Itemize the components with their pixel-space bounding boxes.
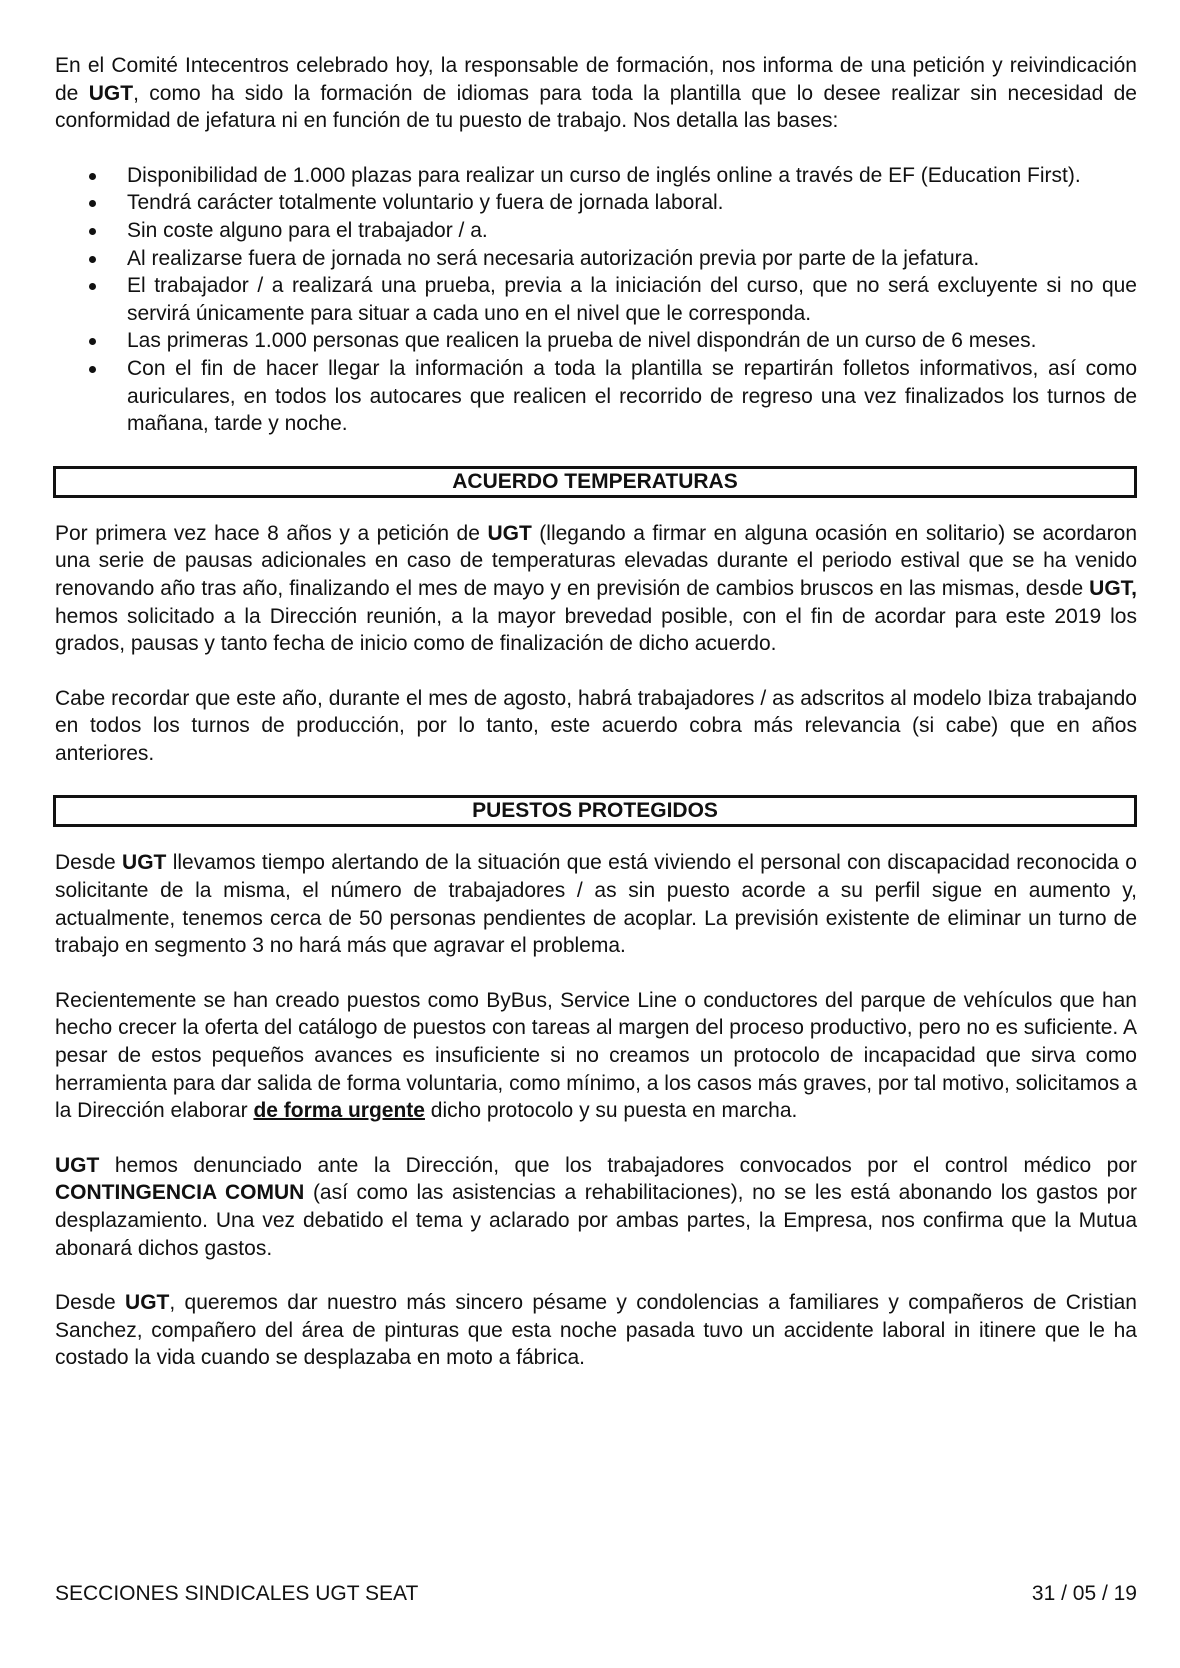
temperaturas-paragraph-1 — [55, 520, 1137, 658]
text: (así como las asistencias a rehabilitaciones), no se les está abonando los gastos por desplazamiento. Una vez debatido el tema y aclarado por ambas partes, la Empresa, nos confirma que la Mutua abonará dichos gastos. — [55, 1181, 1137, 1260]
document-page — [55, 52, 1137, 1372]
text: llevamos tiempo alertando de la situación que está viviendo el personal con discapacidad reconocida o solicitante de la misma, el número de trabajadores / as sin puesto acorde a su perfil sigue en aumento y, actualmente, tenemos cerca de 50 personas pendientes de acoplar. La previsión existente de eliminar un turno de trabajo en segmento 3 no hará más que agravar el problema. — [55, 851, 1137, 958]
intro-text-cont: , como ha sido la formación de idiomas para toda la plantilla que lo desee realizar sin necesidad de conformidad de jefatura ni en función de tu puesto de trabajo. Nos detalla las bases: — [55, 81, 1137, 133]
ugt-bold: UGT — [55, 1153, 100, 1177]
list-item-text: Tendrá carácter totalmente voluntario y fuera de jornada laboral. — [127, 191, 724, 215]
intro-text: En el Comité Intecentros celebrado hoy, la responsable de formación, nos informa de una petición y reivindicación de — [55, 54, 1137, 105]
spacer — [55, 960, 1137, 987]
spacer — [55, 767, 1137, 795]
list-item-text: Al realizarse fuera de jornada no será necesaria autorización previa por parte de la jefatura. — [127, 246, 980, 270]
text: Recientemente se han creado puestos como ByBus, Service Line o conductores del parque de vehículos que han hecho crecer la oferta del catálogo de puestos con tareas al margen del proceso productivo, pero no es suficiente. A pesar de estos pequeños avances es insuficiente si no creamos un protocolo de incapacidad que sirva como herramienta para dar salida de forma voluntaria, como mínimo, a los casos más graves, por tal motivo, solicitamos a la Dirección elaborar — [55, 988, 1137, 1123]
text: (llegando a firmar en alguna ocasión en solitario) se acordaron una serie de pausas adicionales en caso de temperaturas elevadas durante el periodo estival que se ha venido renovando año tras año, finalizando el mes de mayo y en previsión de cambios bruscos en las mismas, desde — [55, 521, 1138, 600]
list-item — [55, 355, 1137, 438]
text: Desde — [55, 851, 123, 875]
list-item-text: Las primeras 1.000 personas que realicen la prueba de nivel dispondrán de un curso de 6 meses. — [127, 329, 1037, 353]
bullet-icon — [89, 366, 96, 373]
section-header-temperaturas: ACUERDO TEMPERATURAS — [53, 466, 1137, 498]
spacer — [55, 498, 1137, 520]
spacer — [55, 1125, 1137, 1152]
footer-date: 31 / 05 / 19 — [1031, 1582, 1137, 1605]
text: hemos solicitado a la Dirección reunión, a la mayor brevedad posible, con el fin de acordar para este 2019 los grados, pausas y tanto fecha de inicio como de finalización de dicho acuerdo. — [55, 604, 1137, 656]
bullet-icon — [89, 256, 96, 263]
section-header-puestos: PUESTOS PROTEGIDOS — [53, 795, 1137, 827]
bullet-icon — [89, 283, 96, 290]
list-item — [55, 272, 1137, 327]
list-item — [55, 245, 1137, 273]
list-item-text: Con el fin de hacer llegar la información a toda la plantilla se repartirán folletos informativos, así como auriculares, en todos los autocares que realicen el recorrido de regreso una vez finalizados los turnos de mañana, tarde y noche. — [127, 356, 1137, 436]
intro-paragraph — [55, 52, 1137, 135]
text: Por primera vez hace 8 años y a petición de — [55, 521, 488, 545]
bullet-icon — [89, 173, 96, 180]
spacer — [55, 135, 1137, 162]
puestos-paragraph-3 — [55, 1152, 1137, 1262]
text: hemos denunciado ante la Dirección, que los trabajadores convocados por el control médico por — [99, 1153, 1137, 1177]
spacer — [55, 658, 1137, 685]
ugt-bold: UGT — [122, 851, 167, 875]
ugt-bold: UGT, — [1089, 576, 1137, 600]
list-item-text: El trabajador / a realizará una prueba, previa a la iniciación del curso, que no será excluyente si no que servirá únicamente para situar a cada uno en el nivel que le corresponda. — [127, 274, 1137, 325]
bullet-icon — [89, 200, 96, 207]
list-item-text: Sin coste alguno para el trabajador / a. — [127, 218, 488, 242]
temperaturas-paragraph-2: Cabe recordar que este año, durante el mes de agosto, habrá trabajadores / as adscritos al modelo Ibiza trabajando en todos los turnos de producción, por lo tanto, este acuerdo cobra más relevancia (si cabe) que en años anteriores. — [55, 686, 1137, 765]
ugt-bold: UGT — [125, 1291, 170, 1315]
list-item — [55, 327, 1137, 355]
spacer — [55, 438, 1137, 466]
bullet-icon — [89, 338, 96, 345]
contingencia-bold: CONTINGENCIA COMUN — [55, 1181, 305, 1205]
text: Desde — [55, 1291, 126, 1315]
bases-list — [55, 162, 1137, 438]
text: dicho protocolo y su puesta en marcha. — [424, 1099, 798, 1123]
ugt-bold: UGT — [487, 521, 532, 545]
list-item-text: Disponibilidad de 1.000 plazas para realizar un curso de inglés online a través de EF (Education First). — [127, 163, 1081, 187]
urgent-emphasis: de forma urgente — [253, 1099, 425, 1123]
puestos-paragraph-1 — [55, 849, 1137, 959]
puestos-paragraph-2 — [55, 987, 1137, 1125]
spacer — [55, 1262, 1137, 1289]
bullet-icon — [89, 228, 96, 235]
list-item — [55, 162, 1137, 190]
text: , queremos dar nuestro más sincero pésame y condolencias a familiares y compañeros de Cristian Sanchez, compañero del área de pinturas que esta noche pasada tuvo un accidente laboral in itinere que le ha costado la vida cuando se desplazaba en moto a fábrica. — [55, 1291, 1137, 1370]
puestos-paragraph-4 — [55, 1289, 1137, 1372]
spacer — [55, 827, 1137, 849]
ugt-bold: UGT — [88, 81, 134, 105]
list-item — [55, 217, 1137, 245]
page-footer — [55, 1580, 1137, 1608]
list-item — [55, 189, 1137, 217]
footer-organization: SECCIONES SINDICALES UGT SEAT — [55, 1582, 419, 1605]
